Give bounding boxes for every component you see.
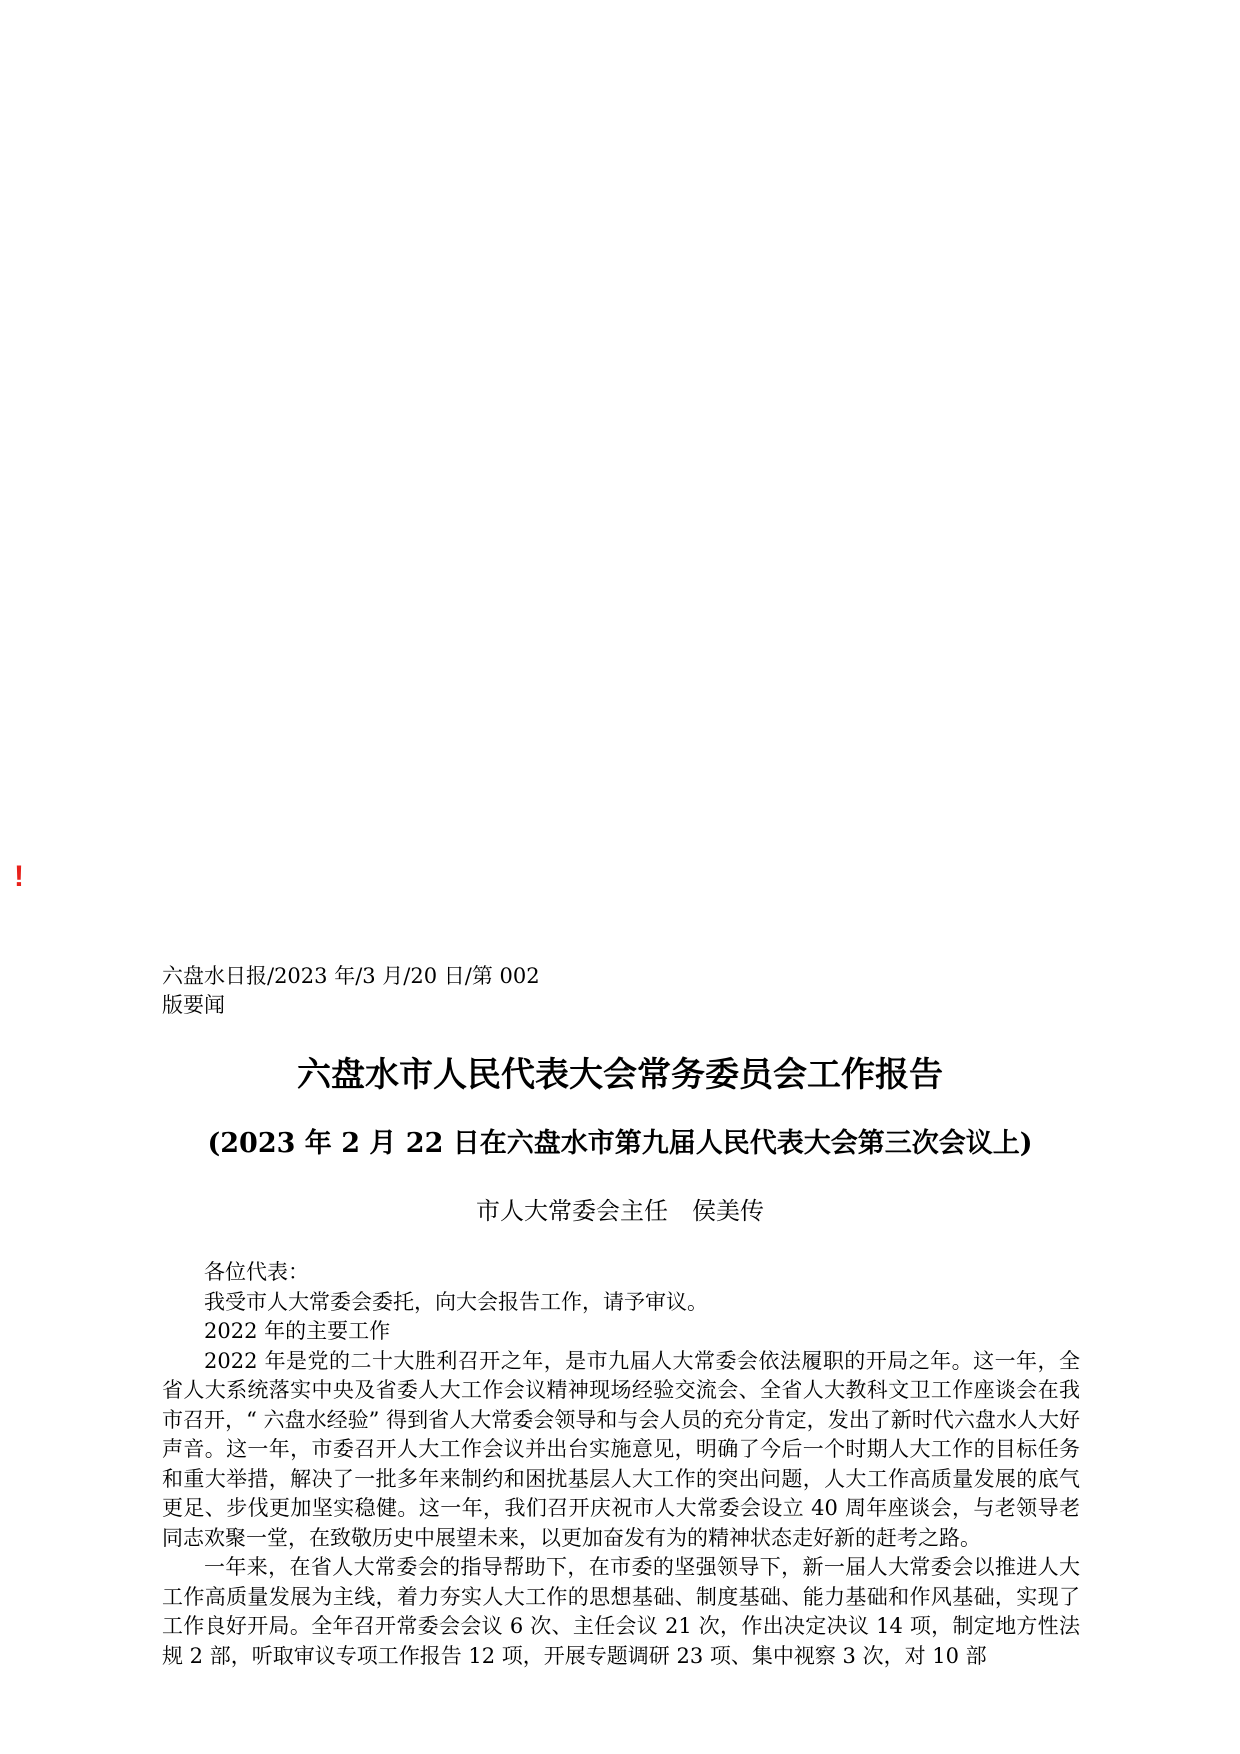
salutation: 各位代表： xyxy=(204,1260,309,1284)
intro-paragraph: 我受市人大常委会委托，向大会报告工作，请予审议。 xyxy=(204,1289,708,1314)
newspaper-source xyxy=(162,962,762,1020)
body-paragraph-2: 一年来，在省人大常委会的指导帮助下，在市委的坚强领导下，新一届人大常委会以推进人大工作高质量发展为主线，着力夯实人大工作的思想基础、制度基础、能力基础和作风基础，实现了工作良好开局。全年召开常委会会议 6 次、主任会议 21 次，作出决定决议 14 项，制定地方性法规 2 部，听取审议专项工作报告 12 项，开展专题调研 23 项、集中视察 3 次，对 10 部 xyxy=(162,1555,1080,1668)
report-body xyxy=(162,1258,1080,1671)
source-line-1: 六盘水日报/2023 年/3 月/20 日/第 002 xyxy=(162,964,540,988)
document-title: 六盘水市人民代表大会常务委员会工作报告 xyxy=(297,1055,943,1095)
document-subtitle: (2023 年 2 月 22 日在六盘水市第九届人民代表大会第三次会议上) xyxy=(207,1128,1033,1159)
red-exclamation-mark: ! xyxy=(14,860,24,893)
section-heading: 2022 年的主要工作 xyxy=(204,1319,391,1343)
source-line-2: 版要闻 xyxy=(162,993,225,1017)
author-line: 市人大常委会主任 侯美传 xyxy=(476,1197,764,1225)
body-paragraph-1: 2022 年是党的二十大胜利召开之年，是市九届人大常委会依法履职的开局之年。这一年，全省人大系统落实中央及省委人大工作会议精神现场经验交流会、全省人大教科文卫工作座谈会在我市召开，“ 六盘水经验” 得到省人大常委会领导和与会人员的充分肯定，发出了新时代六盘水人大好声音。这一年，市委召开人大工作会议并出台实施意见，明确了今后一个时期人大工作的目标任务和重大举措，解决了一批多年来制约和困扰基层人大工作的突出问题，人大工作高质量发展的底气更足、步伐更加坚实稳健。这一年，我们召开庆祝市人大常委会设立 40 周年座谈会，与老领导老同志欢聚一堂，在致敬历史中展望未来，以更加奋发有为的精神状态走好新的赶考之路。 xyxy=(162,1348,1080,1550)
